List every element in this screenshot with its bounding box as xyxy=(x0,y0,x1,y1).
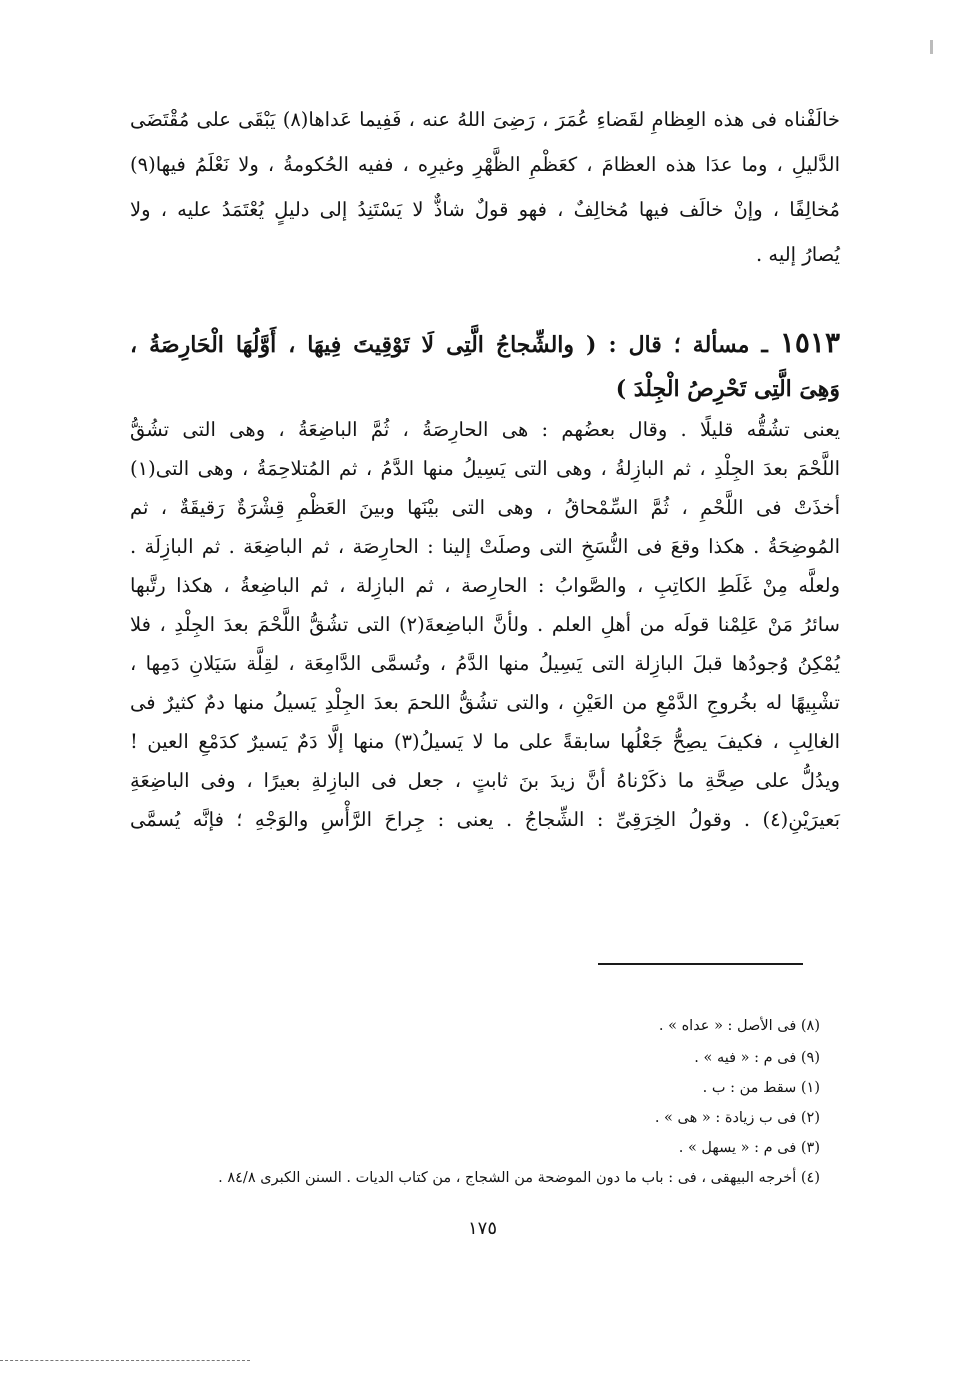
text-line: خالَفْناه فى هذه العِظامِ لقَضاءِ عُمَرَ ، رَضِىَ اللهُ عنه ، فَفِيما عَداها(٨) يَبْقَى على مُقْتَضَى xyxy=(130,108,840,131)
footnote: (٢) فى ب زيادة : « هى » . xyxy=(654,1110,820,1126)
footnote-separator xyxy=(598,963,803,965)
text-line: ويدُلُّ على صِحَّةِ ما ذكَرْناهُ أنَّ زيدَ بنَ ثابتٍ ، جعل فى البازِلةِ بعيرًا ، وفى الباضِعَةِ xyxy=(130,769,840,792)
text-line: المُوضِحَةُ . هكذا وقعَ فى النُّسَخِ التى وصلَتْ إلينا : الحارِصَة ، ثم الباضِعَة . ثم البازِلَة . xyxy=(130,535,840,558)
footnote: (١) سقط من : ب . xyxy=(702,1080,820,1096)
text-line: الغالِبِ ، فكيفَ يصِحُّ جَعْلُها سابقةً على ما لا يَسيلُ(٣) منها إلَّا دَمٌ يَسيرٌ كدَمْعِ العين ! xyxy=(130,730,840,753)
text-line: الدَّليلِ ، وما عدَا هذه العظامَ ، كعَظْمِ الظَّهْرِ وغيرِه ، ففيه الحُكومةُ ، ولا نَعْلَمُ فيها(٩) xyxy=(130,153,840,176)
scan-mark xyxy=(930,40,933,54)
text-line: اللَّحْمَ بعدَ الجِلْدِ ، ثم البازِلةُ ، وهى التى يَسِيلُ منها الدَّمُ ، ثم المُتلاحِمَةُ ، وهى التى(١) xyxy=(130,457,840,480)
scan-edge-line xyxy=(0,1360,250,1361)
heading-text: ـ مسألة ؛ قال : ( والشِّجاجُ الَّتِى لَا تَوْقِيتَ فِيهَا ، أَوَّلُهَا الْحَارِصَةُ ، xyxy=(130,332,768,358)
page-number: ١٧٥ xyxy=(467,1218,497,1239)
footnotes xyxy=(140,1010,820,1194)
main-paragraph xyxy=(130,410,840,839)
text-line: تشْبِيهًا له بخُروجِ الدَّمْعِ من العَيْنِ ، والتى تشُقُّ اللحمَ بعدَ الجِلْدِ يَسيلُ منها دمٌ كثيرٌ فى xyxy=(130,691,840,714)
text-line: يعنى تشُقُّه قليلًا . وقال بعضُهم : هى الحارِصَةُ ، ثُمَّ الباضِعَةُ ، وهى التى تشُقُّ xyxy=(130,418,840,441)
heading-line-1 xyxy=(130,320,840,366)
footnote: (٤) أخرجه البيهقى ، فى : باب ما دون الموضحة من الشجاج ، من كتاب الديات . السنن الكبرى ٨٤/٨ . xyxy=(218,1170,820,1186)
text-line: بَعيرَيْنِ(٤) . وقولُ الخِرَقِىِّ : الشِّجاجُ . يعنى : جِراحَ الرَّأْسِ والوَجْهِ ؛ فإنَّه يُسمَّى xyxy=(130,808,840,831)
intro-paragraph xyxy=(130,97,840,277)
text-line: أخذَتْ فى اللَّحْمِ ، ثُمَّ السِّمْحاقُ ، وهى التى بيْنَها وبينَ العَظْمِ قِشْرَةٌ رَقيقَةٌ ، ثم xyxy=(130,496,840,519)
heading-line-2: وَهِىَ الَّتِى تَحْرِصُ الْجِلْدَ ) xyxy=(615,376,840,402)
issue-number: ١٥١٣ xyxy=(779,326,840,359)
issue-heading xyxy=(130,320,840,412)
footnote: (٨) فى الأصل : « عداه » . xyxy=(658,1018,820,1034)
text-line: سائرُ مَنْ عَلِمْنا قولَه من أهلِ العلم . ولأنَّ الباضِعةَ(٢) التى تشُقُّ اللَّحْمَ بعدَ الجِلْدِ ، فلا xyxy=(130,613,840,636)
footnote: (٣) فى م : « يسهل » . xyxy=(678,1140,820,1156)
text-line: يُمْكِنُ وُجودُها قبلَ البازِلة التى يَسِيلُ منها الدَّمُ ، وتُسمَّى الدَّامِعَة ، لقِلَّة سَيَلانِ دَمِها ، xyxy=(130,652,840,675)
text-line: مُخالِفًا ، وإنْ خالَف فيها مُخالِفٌ ، فهو قولٌ شاذٌّ لا يَسْتَنِدُ إلى دليلٍ يُعْتَمَدُ عليه ، ولا xyxy=(130,198,840,221)
text-line: ولعلَّه مِنْ غَلَطِ الكاتِبِ ، والصَّوابُ : الحارِصة ، ثم البازِلة ، ثم الباضِعةُ ، هكذا رتَّبها xyxy=(130,574,840,597)
text-line: يُصارُ إليه . xyxy=(756,243,840,266)
footnote: (٩) فى م : « فيه » . xyxy=(694,1050,820,1066)
